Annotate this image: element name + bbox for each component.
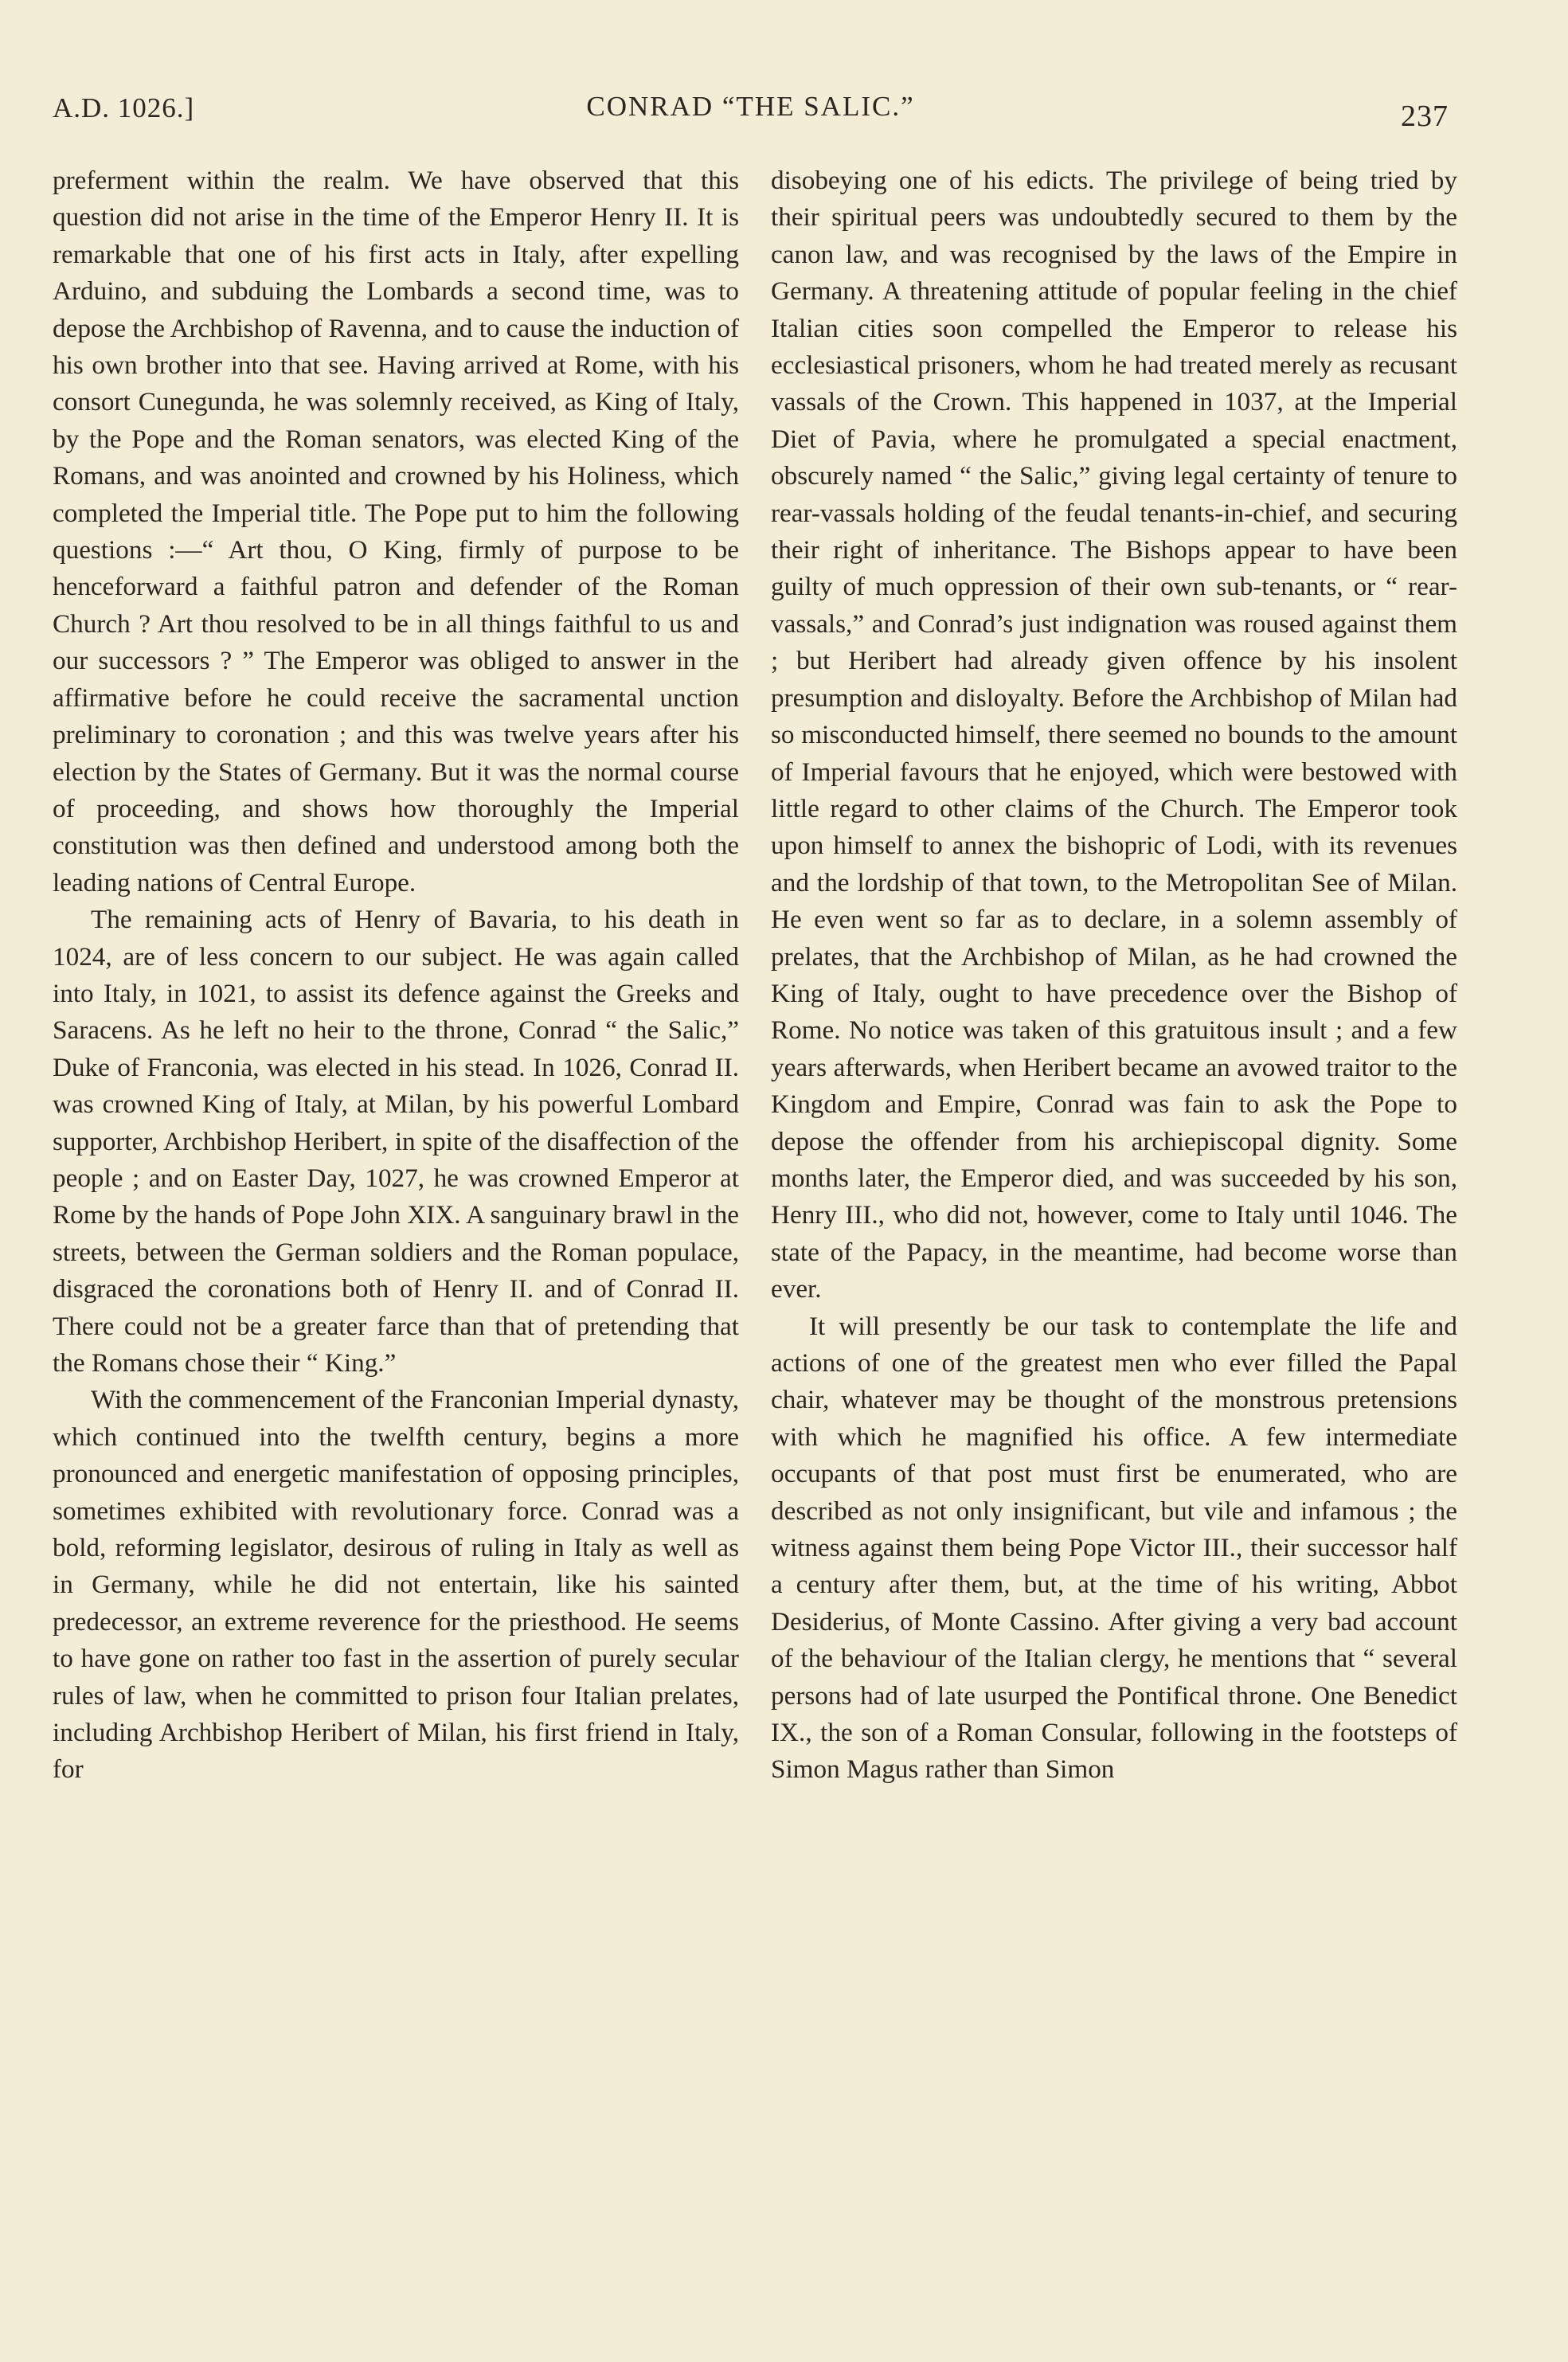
right-column <box>771 162 1457 1789</box>
paragraph: It will presently be our task to contemplate the life and actions of one of the greatest men who ever filled the Papal chair, whatever may be thought of the monstrous pretensions with which he magnified his office. A few intermediate occupants of that post must first be enumerated, who are described as not only insignificant, but vile and infamous ; the witness against them being Pope Victor III., their successor half a century after them, but, at the time of his writing, Abbot Desiderius, of Monte Cassino. After giving a very bad account of the behaviour of the Italian clergy, he mentions that “ several persons had of late usurped the Pontifical throne. One Benedict IX., the son of a Roman Consular, following in the footsteps of Simon Magus rather than Simon <box>771 1311 1457 1785</box>
header-date: A.D. 1026.] <box>53 92 195 123</box>
paragraph: preferment within the realm. We have observed that this question did not arise in the time of the Emperor Henry II. It is remarkable that one of his first acts in Italy, after expelling Arduino, and subduing the Lombards a second time, was to depose the Archbishop of Ravenna, and to cause the induction of his own brother into that see. Having arrived at Rome, with his consort Cunegunda, he was solemnly received, as King of Italy, by the Pope and the Roman senators, was elected King of the Romans, and was anointed and crowned by his Holiness, which completed the Imperial title. The Pope put to him the following questions :—“ Art thou, O King, firmly of purpose to be henceforward a faithful patron and defender of the Roman Church ? Art thou resolved to be in all things faithful to us and our successors ? ” The Emperor was obliged to answer in the affirmative before he could receive the sacramental unction preliminary to coronation ; and this was twelve years after his election by the States of Germany. But it was the normal course of proceeding, and shows how thoroughly the Imperial constitution was then defined and understood among both the leading nations of Central Europe. <box>53 166 739 897</box>
left-column <box>53 162 739 1789</box>
paragraph: disobeying one of his edicts. The privilege of being tried by their spiritual peers was undoubtedly secured to them by the canon law, and was recognised by the laws of the Empire in Germany. A threatening attitude of popular feeling in the chief Italian cities soon compelled the Emperor to release his ecclesiastical prisoners, whom he had treated merely as recusant vassals of the Crown. This happened in 1037, at the Imperial Diet of Pavia, where he promulgated a special enactment, obscurely named “ the Salic,” giving legal certainty of tenure to rear-vassals holding of the feudal tenants-in-chief, and securing their right of inheritance. The Bishops appear to have been guilty of much oppression of their own sub-tenants, or “ rear-vassals,” and Conrad’s just indignation was roused against them ; but Heribert had already given offence by his insolent presumption and disloyalty. Before the Archbishop of Milan had so misconducted himself, there seemed no bounds to the amount of Imperial favours that he enjoyed, which were bestowed with little regard to other claims of the Church. The Emperor took upon himself to annex the bishopric of Lodi, with its revenues and the lordship of that town, to the Metropolitan See of Milan. He even went so far as to declare, in a solemn assembly of prelates, that the Archbishop of Milan, as he had crowned the King of Italy, ought to have precedence over the Bishop of Rome. No notice was taken of this gratuitous insult ; and a few years afterwards, when Heribert became an avowed traitor to the Kingdom and Empire, Conrad was fain to ask the Pope to depose the offender from his archiepiscopal dignity. Some months later, the Emperor died, and was succeeded by his son, Henry III., who did not, however, come to Italy until 1046. The state of the Papacy, in the meantime, had become worse than ever. <box>771 166 1457 1304</box>
header-title: CONRAD “THE SALIC.” <box>586 91 915 122</box>
page-number: 237 <box>1401 100 1449 133</box>
paragraph: The remaining acts of Henry of Bavaria, to his death in 1024, are of less concern to our subject. He was again called into Italy, in 1021, to assist its defence against the Greeks and Saracens. As he left no heir to the throne, Conrad “ the Salic,” Duke of Franconia, was elected in his stead. In 1026, Conrad II. was crowned King of Italy, at Milan, by his powerful Lombard supporter, Archbishop Heribert, in spite of the disaffection of the people ; and on Easter Day, 1027, he was crowned Emperor at Rome by the hands of Pope John XIX. A sanguinary brawl in the streets, between the German soldiers and the Roman populace, disgraced the coronations both of Henry II. and of Conrad II. There could not be a greater farce than that of pretending that the Romans chose their “ King.” <box>53 905 739 1378</box>
running-header <box>53 86 1449 134</box>
paragraph: With the commencement of the Franconian Imperial dynasty, which continued into the twelfth century, begins a more pronounced and energetic manifestation of opposing principles, sometimes exhibited with revolutionary force. Conrad was a bold, reforming legislator, desirous of ruling in Italy as well as in Germany, while he did not entertain, like his sainted predecessor, an extreme reverence for the priesthood. He seems to have gone on rather too fast in the assertion of purely secular rules of law, when he committed to prison four Italian prelates, including Archbishop Heribert of Milan, his first friend in Italy, for <box>53 1385 739 1785</box>
